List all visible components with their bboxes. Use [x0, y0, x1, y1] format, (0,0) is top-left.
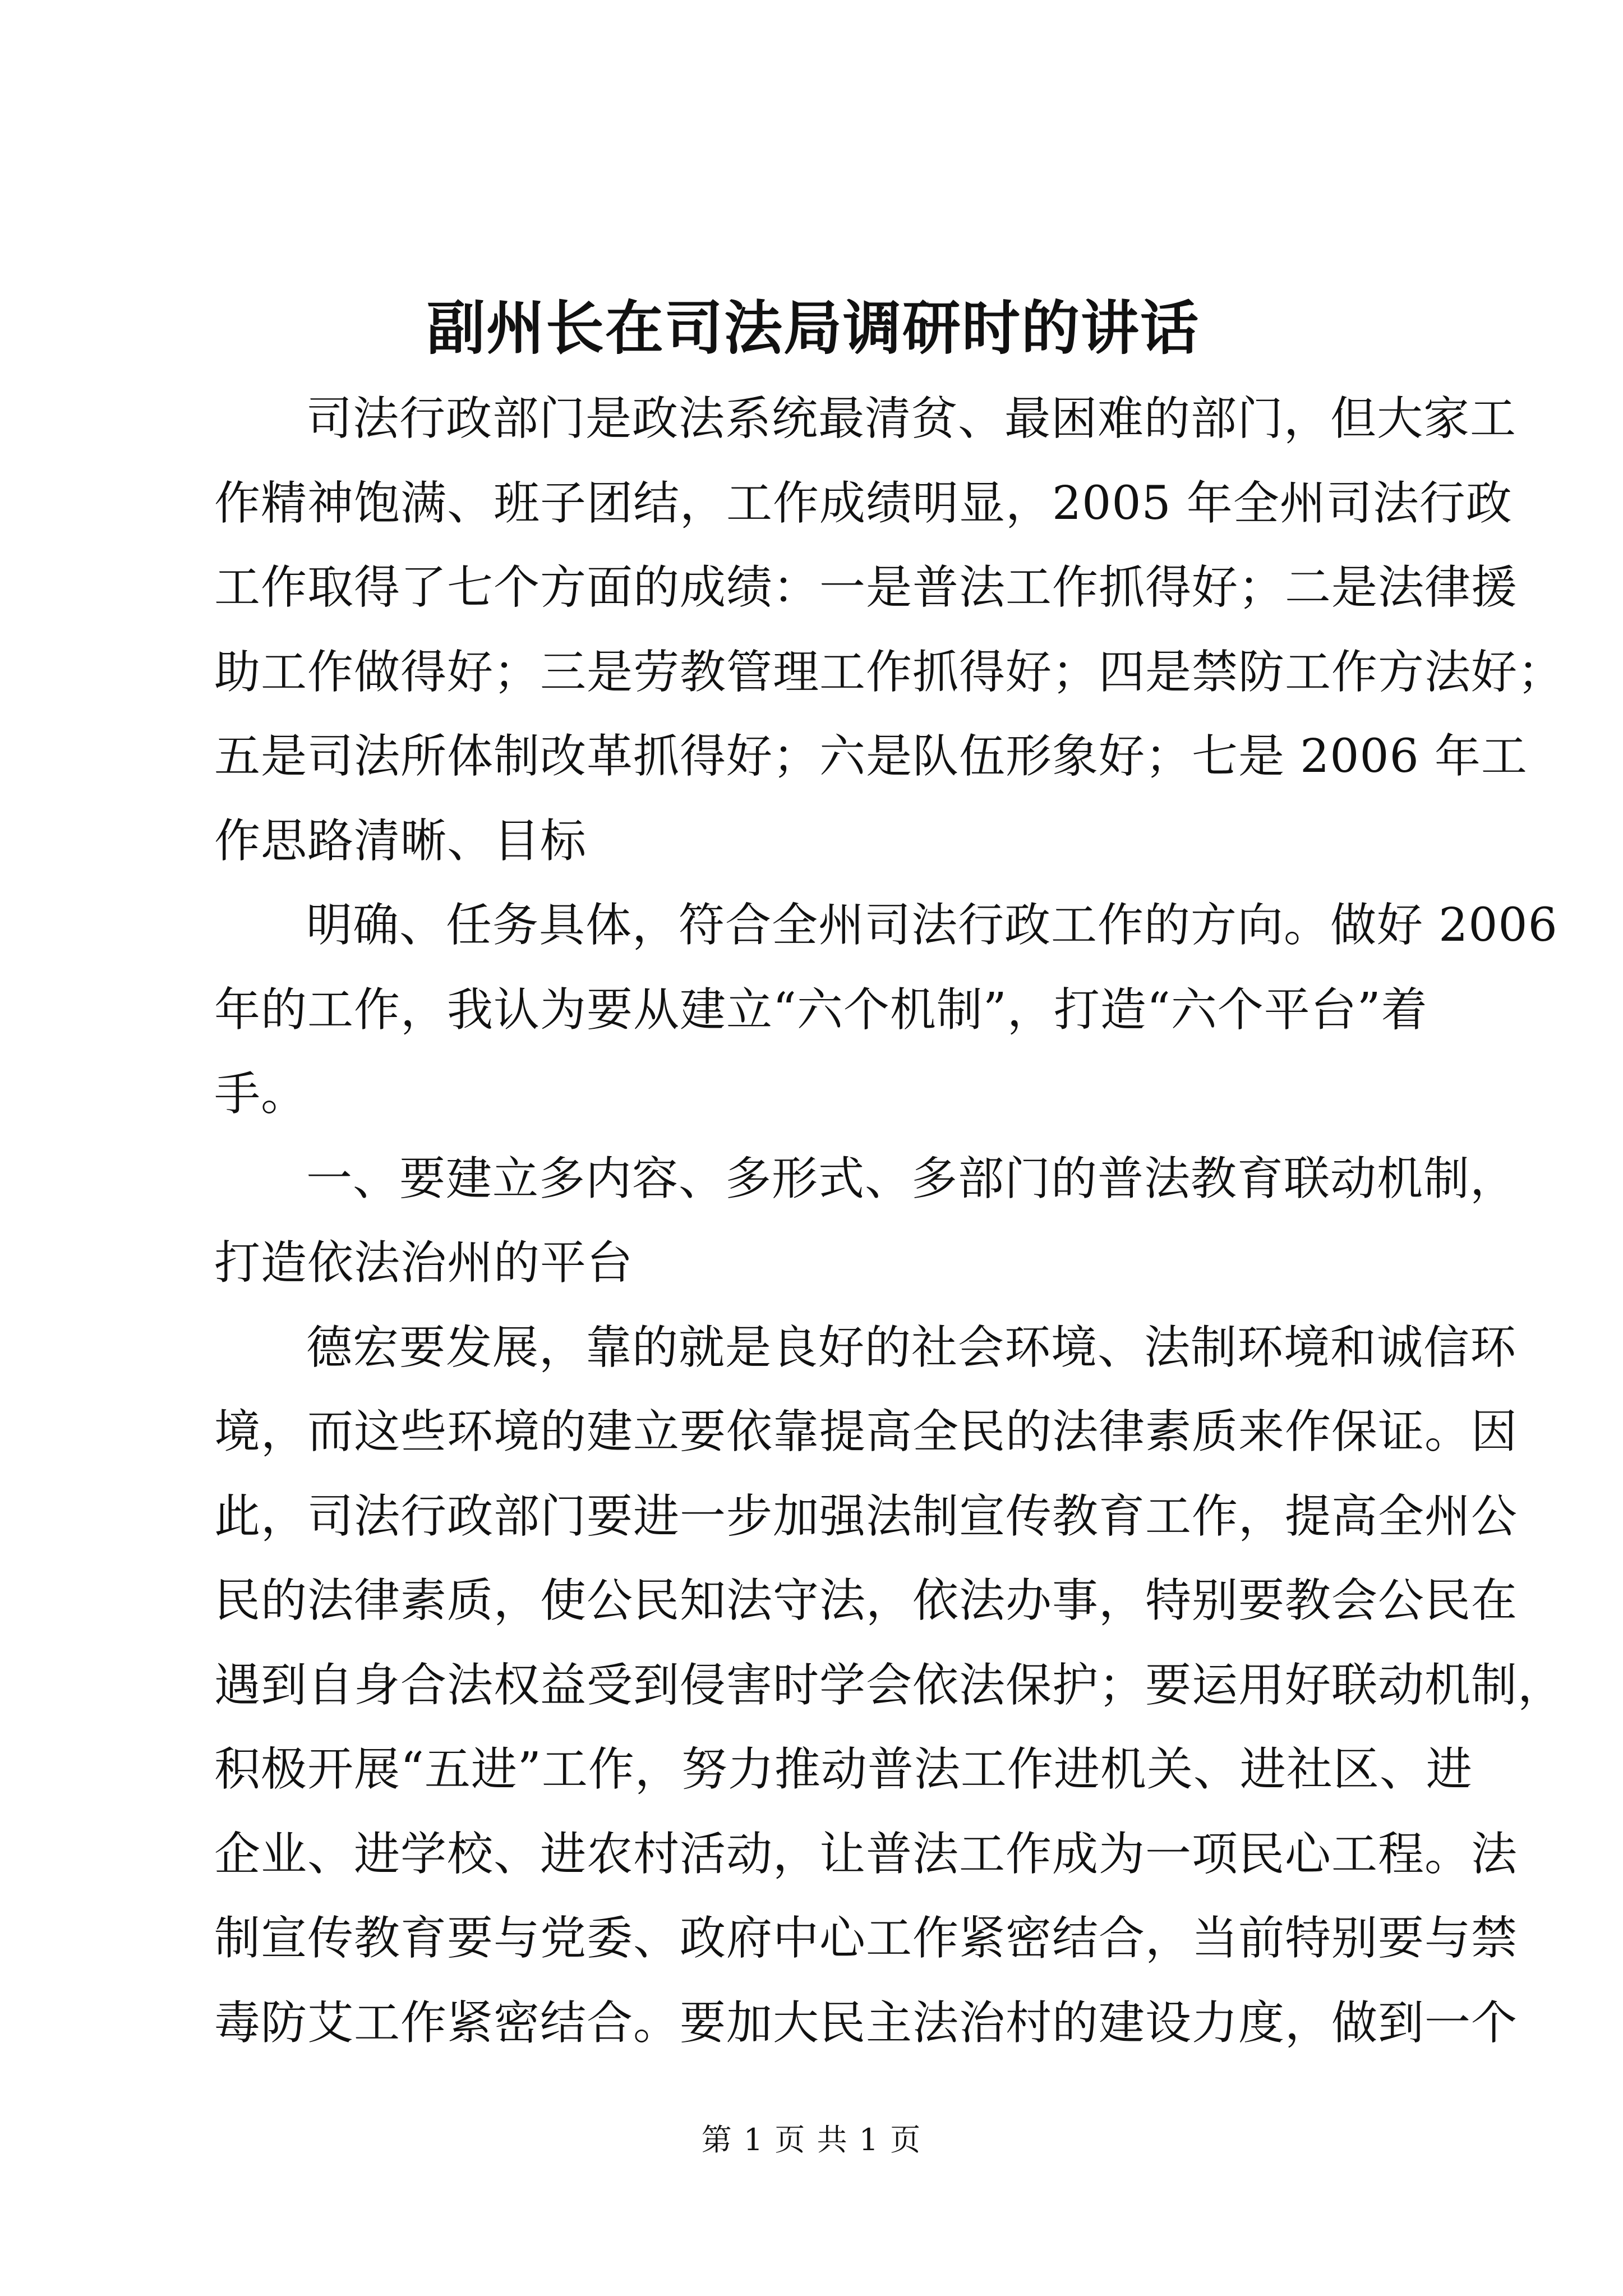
paragraph-4 — [214, 1306, 1565, 2066]
text-line: 作精神饱满、班子团结，工作成绩明显，2005 年全州司法行政 — [214, 476, 1513, 530]
text-line: 助工作做得好；三是劳教管理工作抓得好；四是禁防工作方法好； — [214, 645, 1565, 699]
text-line: 年的工作，我认为要从建立“六个机制”，打造“六个平台”着 — [214, 983, 1428, 1037]
text-line: 司法行政部门是政法系统最清贫、最困难的部门，但大家工 — [306, 392, 1517, 445]
text-line: 一、要建立多内容、多形式、多部门的普法教育联动机制， — [306, 1152, 1517, 1205]
section-heading-1 — [214, 1137, 1517, 1306]
text-line: 工作取得了七个方面的成绩：一是普法工作抓得好；二是法律援 — [214, 561, 1518, 614]
paragraph-1 — [214, 377, 1565, 884]
page-footer: 第 1 页 共 1 页 — [701, 2122, 922, 2157]
text-line: 五是司法所体制改革抓得好；六是队伍形象好；七是 2006 年工 — [214, 730, 1528, 783]
paragraph-2 — [214, 884, 1558, 1137]
document-body — [214, 377, 1565, 2065]
text-line: 境，而这些环境的建立要依靠提高全民的法律素质来作保证。因 — [214, 1405, 1518, 1458]
text-line: 毒防艾工作紧密结合。要加大民主法治村的建设力度，做到一个 — [214, 1996, 1518, 2050]
text-line: 积极开展“五进”工作，努力推动普法工作进机关、进社区、进 — [214, 1743, 1473, 1796]
text-line: 此，司法行政部门要进一步加强法制宣传教育工作，提高全州公 — [214, 1489, 1518, 1543]
text-line: 遇到自身合法权益受到侵害时学会依法保护；要运用好联动机制， — [214, 1658, 1565, 1712]
text-line: 民的法律素质，使公民知法守法，依法办事，特别要教会公民在 — [214, 1574, 1518, 1627]
text-line: 企业、进学校、进农村活动，让普法工作成为一项民心工程。法 — [214, 1827, 1518, 1881]
text-line: 德宏要发展，靠的就是良好的社会环境、法制环境和诚信环 — [306, 1320, 1517, 1374]
text-line: 明确、任务具体，符合全州司法行政工作的方向。做好 2006 — [306, 899, 1558, 952]
text-line: 打造依法治州的平台 — [214, 1236, 634, 1290]
text-line: 手。 — [214, 1068, 308, 1121]
text-line: 制宣传教育要与党委、政府中心工作紧密结合，当前特别要与禁 — [214, 1912, 1518, 1965]
document-title: 副州长在司法局调研时的讲话 — [426, 293, 1200, 362]
text-line: 作思路清晰、目标 — [214, 814, 587, 868]
